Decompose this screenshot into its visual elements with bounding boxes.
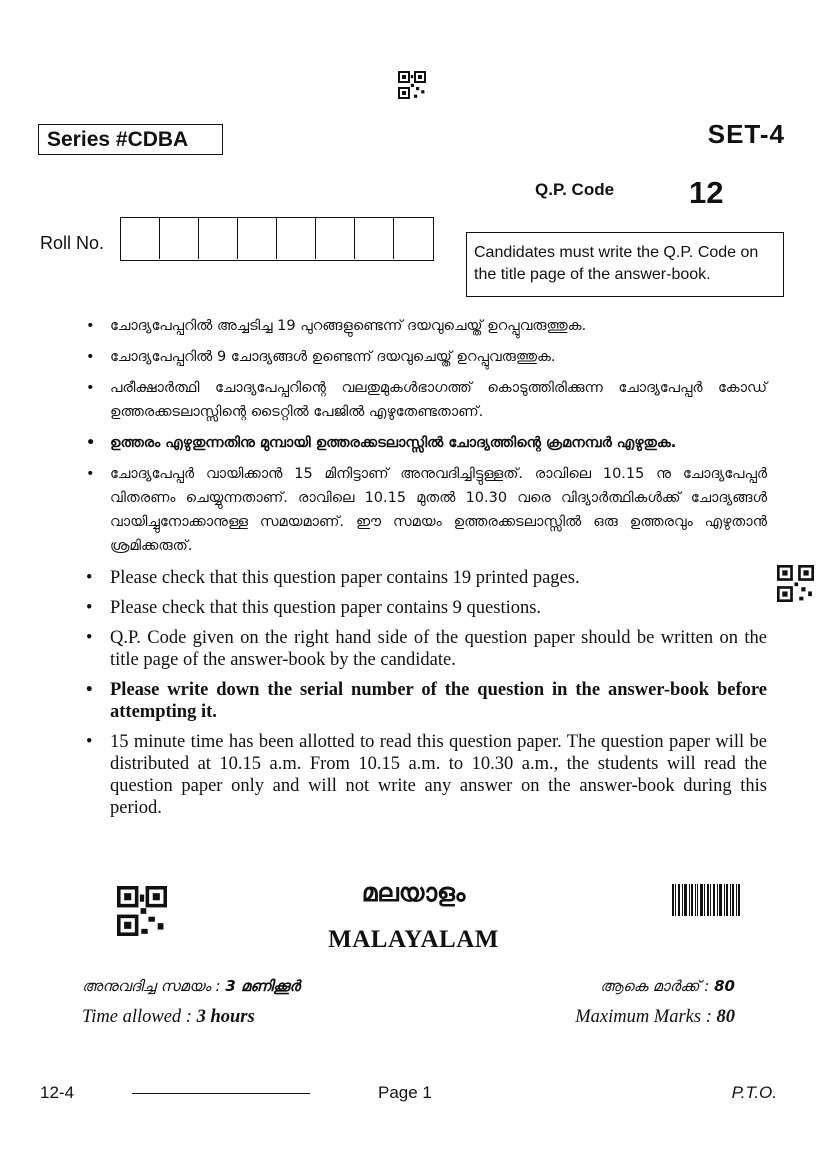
- candidate-note-box: Candidates must write the Q.P. Code on the title page of the answer-book.: [466, 232, 784, 297]
- roll-number-label: Roll No.: [40, 233, 105, 253]
- footer-divider: [132, 1093, 310, 1094]
- roll-digit-box[interactable]: [355, 218, 394, 259]
- max-marks-english: Maximum Marks : 80: [575, 1007, 735, 1027]
- instruction-en-1: • Please check that this question paper contains 19 printed pages.: [86, 568, 580, 588]
- roll-digit-box[interactable]: [238, 218, 277, 259]
- qr-code-top: [398, 71, 426, 99]
- instruction-en-2: • Please check that this question paper contains 9 questions.: [86, 598, 542, 618]
- qp-code-value: 12: [689, 175, 724, 210]
- series-box: Series #CDBA: [38, 124, 223, 155]
- instruction-ml-5: • ചോദ്യപേപ്പർ വായിക്കാൻ 15 മിനിട്ടാണ് അനുവദിച്ചിട്ടുള്ളത്. രാവിലെ 10.15 നു ചോദ്യപേപ്പർ വിതരണം ചെയ്യുന്നതാണ്. രാവിലെ 10.15 മുതൽ 10.30 വരെ വിദ്യാർത്ഥികൾക്ക് ചോദ്യങ്ങൾ വായിച്ചുനോക്കാനുള്ള സമയമാണ്. ഈ സമയം ഉത്തരക്കടലാസ്സിൽ ഒരു ഉത്തരവും എഴുതാൻ ശ്രമിക്കരുത്.: [86, 466, 767, 554]
- instruction-ml-1: • ചോദ്യപേപ്പറിൽ അച്ചടിച്ച 19 പുറങ്ങളുണ്ടെന്ന് ദയവുചെയ്ത് ഉറപ്പുവരുത്തുക.: [86, 318, 587, 334]
- time-allowed-english: Time allowed : 3 hours: [82, 1007, 255, 1027]
- max-marks-malayalam: ആകെ മാർക്ക് : 80: [600, 977, 735, 995]
- instruction-en-4: • Please write down the serial number of the question in the answer-book before attempting it.: [86, 680, 767, 722]
- footer-pto: P.T.O.: [731, 1083, 777, 1102]
- footer-page-number: Page 1: [378, 1083, 432, 1102]
- qp-code-label: Q.P. Code: [535, 180, 615, 199]
- subject-title-english: MALAYALAM: [328, 926, 499, 953]
- roll-digit-box[interactable]: [160, 218, 199, 259]
- instruction-en-5: • 15 minute time has been allotted to read this question paper. The question paper will be distributed at 10.15 a.m. From 10.15 a.m. to 10.30 a.m., the students will read the question paper only and will not write any answer on the answer-book during this period.: [86, 732, 767, 818]
- roll-digit-box[interactable]: [121, 218, 160, 259]
- roll-digit-box[interactable]: [316, 218, 355, 259]
- subject-title-malayalam: മലയാളം: [361, 878, 466, 907]
- instruction-ml-4: • ഉത്തരം എഴുതുന്നതിനു മുമ്പായി ഉത്തരക്കടലാസ്സിൽ ചോദ്യത്തിന്റെ ക്രമനമ്പർ എഴുതുക.: [86, 435, 677, 451]
- set-label: SET-4: [707, 119, 785, 149]
- time-allowed-malayalam: അനുവദിച്ച സമയം : 3 മണിക്കൂർ: [82, 977, 301, 995]
- roll-number-boxes[interactable]: [120, 217, 434, 261]
- roll-digit-box[interactable]: [277, 218, 316, 259]
- instruction-ml-2: • ചോദ്യപേപ്പറിൽ 9 ചോദ്യങ്ങൾ ഉണ്ടെന്ന് ദയവുചെയ്ത് ഉറപ്പുവരുത്തുക.: [86, 349, 556, 365]
- instructions-list: [82, 314, 767, 819]
- qr-code-side: [777, 565, 814, 602]
- roll-digit-box[interactable]: [199, 218, 238, 259]
- instruction-en-3: • Q.P. Code given on the right hand side of the question paper should be written on the title page of the answer-book by the candidate.: [86, 628, 767, 670]
- footer-paper-code: 12-4: [40, 1083, 75, 1102]
- instruction-ml-3: • പരീക്ഷാർത്ഥി ചോദ്യപേപ്പറിന്റെ വലതുമുകൾഭാഗത്ത് കൊടുത്തിരിക്കുന്ന ചോദ്യപേപ്പർ കോഡ് ഉത്തരക്കടലാസ്സിന്റെ ടൈറ്റിൽ പേജിൽ എഴുതേണ്ടതാണ്.: [86, 380, 767, 420]
- roll-digit-box[interactable]: [394, 218, 433, 259]
